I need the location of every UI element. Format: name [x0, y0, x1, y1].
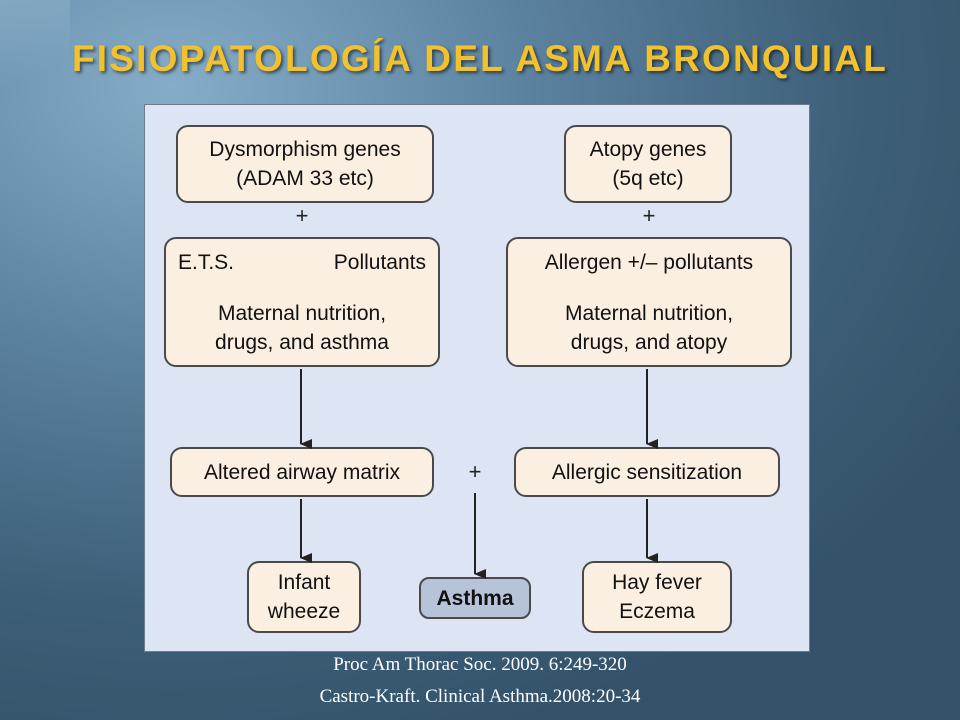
left-env-line2: drugs, and asthma	[215, 330, 389, 354]
altered-airway-matrix-label: Altered airway matrix	[203, 460, 401, 484]
atopy-genes-line2: (5q etc)	[612, 167, 684, 190]
infant-wheeze-line1: Infant	[277, 571, 331, 594]
right-env-line1: Maternal nutrition,	[564, 301, 734, 325]
reference-1: Proc Am Thorac Soc. 2009. 6:249-320	[333, 654, 627, 675]
reference-2: Castro-Kraft. Clinical Asthma.2008:20-34	[319, 686, 641, 707]
dysmorphism-genes-line1: Dysmorphism genes	[209, 138, 401, 161]
slide-corner-accent	[0, 0, 70, 100]
plus-center: +	[468, 459, 482, 484]
dysmorphism-genes-line2: (ADAM 33 etc)	[236, 167, 374, 190]
slide-title: FISIOPATOLOGÍA DEL ASMA BRONQUIAL	[72, 38, 889, 79]
pathophysiology-diagram	[144, 104, 810, 652]
eczema-line: Eczema	[619, 600, 695, 623]
plus-right-top: +	[642, 203, 656, 228]
atopy-genes-line1: Atopy genes	[589, 138, 707, 161]
allergen-pollutants-label: Allergen +/– pollutants	[544, 250, 754, 274]
hay-fever-line: Hay fever	[612, 571, 702, 594]
allergic-sensitization-label: Allergic sensitization	[551, 460, 743, 484]
ets-label: E.T.S.	[178, 250, 235, 274]
infant-wheeze-line2: wheeze	[267, 600, 341, 623]
left-env-line1: Maternal nutrition,	[217, 301, 387, 325]
asthma-label: Asthma	[436, 586, 514, 610]
flow-arrows	[145, 105, 811, 653]
right-env-line2: drugs, and atopy	[570, 330, 728, 354]
plus-left-top: +	[295, 203, 309, 228]
pollutants-label: Pollutants	[333, 250, 426, 274]
